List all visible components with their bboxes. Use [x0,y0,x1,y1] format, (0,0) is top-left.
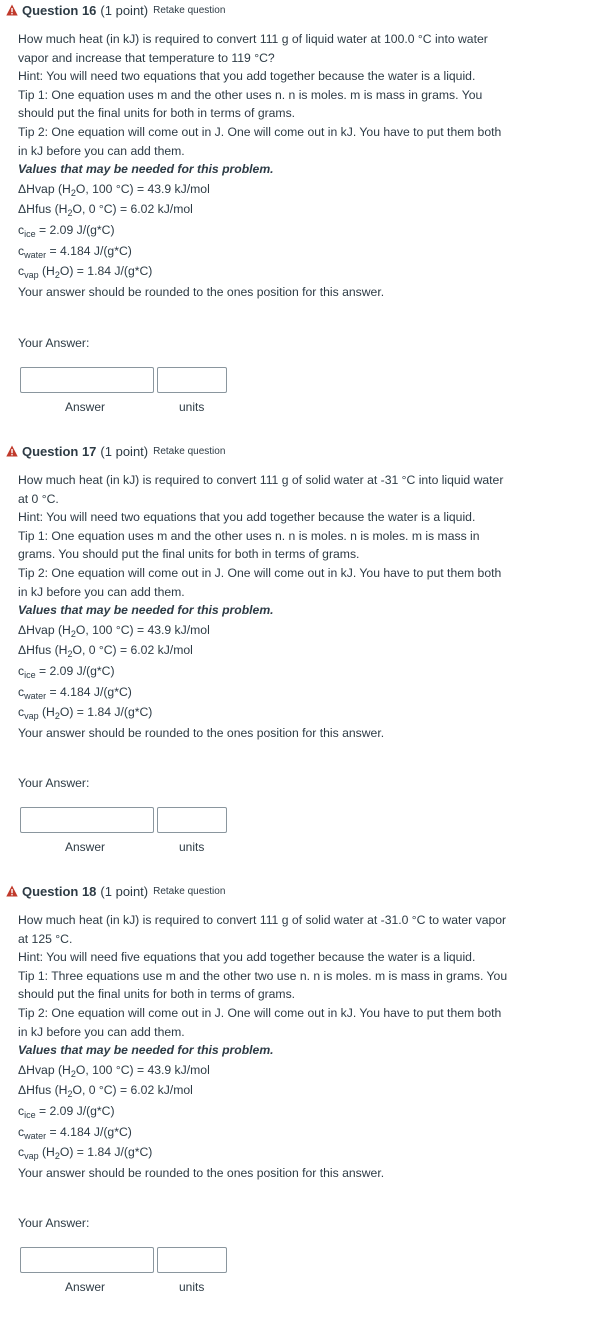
value-cwater: $c_{water} = 4.184$ J/(g*C) [18,684,132,701]
your-answer-label: Your Answer: [18,336,90,350]
answer-input[interactable] [20,807,154,833]
question-points: (1 point) [100,883,149,899]
warning-icon [6,4,18,16]
rounding-instruction: Your answer should be rounded to the ones position for this answer. [18,1165,385,1180]
question-title: Question 16 [22,2,97,18]
rounding-instruction: Your answer should be rounded to the ones position for this answer. [18,284,385,299]
question-tip-2: Tip 2: One equation will come out in J. One will come out in kJ. You have to put them both in kJ before you can add them. [18,124,502,158]
question-points: (1 point) [100,2,149,18]
question-prompt: How much heat (in kJ) is required to convert 111 g of solid water at -31 °C into liquid water at 0 °C. [18,473,504,506]
value-cwater: $c_{water} = 4.184$ J/(g*C) [18,243,132,260]
question-title: Question 17 [22,443,97,459]
rounding-instruction: Your answer should be rounded to the ones position for this answer. [18,725,385,740]
value-cice: $c_{ice} = 2.09$ J/(g*C) [18,222,115,239]
question-tip-1: Tip 1: Three equations use m and the other two use n. n is moles. m is mass in grams. You should put the final units for both in terms of grams. [18,968,508,1002]
warning-icon [6,885,18,897]
answer-caption: Answer [65,400,106,414]
question-hint: Hint: You will need two equations that you add together because the water is a liquid. [18,69,476,84]
retake-question-link[interactable]: Retake question [153,445,226,457]
values-heading: Values that may be needed for this problem. [18,162,274,177]
answer-input[interactable] [20,1247,154,1273]
question-body [18,30,508,301]
retake-question-link[interactable]: Retake question [153,4,226,16]
question-hint: Hint: You will need five equations that you add together because the water is a liquid. [18,950,476,965]
question-body [18,911,508,1182]
values-heading: Values that may be needed for this problem. [18,603,274,618]
values-heading: Values that may be needed for this problem. [18,1043,274,1058]
value-hfus: ΔHfus ($H_2O$, 0 °C) = 6.02 kJ/mol [18,1083,193,1100]
answer-input[interactable] [20,367,154,393]
retake-question-link[interactable]: Retake question [153,885,226,897]
value-cvap: $c_{vap}$ $(H_2O) = 1.84$ J/(g*C) [18,264,153,281]
question-header [6,441,225,461]
question-body [18,471,508,742]
value-cice: $c_{ice} = 2.09$ J/(g*C) [18,663,115,680]
question-prompt: How much heat (in kJ) is required to convert 111 g of liquid water at 100.0 °C into water vapor and increase that temperature to 119 °C? [18,32,488,65]
units-caption: units [179,840,205,854]
question-tip-1: Tip 1: One equation uses m and the other uses n. n is moles. m is mass in grams. You should put the final units for both in terms of grams. [18,87,483,121]
value-hfus: ΔHfus ($H_2O$, 0 °C) = 6.02 kJ/mol [18,202,193,219]
answer-caption: Answer [65,840,106,854]
value-hvap: ΔHvap ($H_2O$, 100 °C) = 43.9 kJ/mol [18,181,210,198]
question-tip-2: Tip 2: One equation will come out in J. One will come out in kJ. You have to put them both in kJ before you can add them. [18,565,502,599]
your-answer-label: Your Answer: [18,1216,90,1230]
units-input[interactable] [157,807,227,833]
question-header [6,0,225,20]
value-hvap: ΔHvap ($H_2O$, 100 °C) = 43.9 kJ/mol [18,622,210,639]
question-points: (1 point) [100,443,149,459]
question-tip-2: Tip 2: One equation will come out in J. One will come out in kJ. You have to put them both in kJ before you can add them. [18,1005,502,1039]
question-title: Question 18 [22,883,97,899]
value-hfus: ΔHfus ($H_2O$, 0 °C) = 6.02 kJ/mol [18,643,193,660]
value-cwater: $c_{water} = 4.184$ J/(g*C) [18,1124,132,1141]
value-cice: $c_{ice} = 2.09$ J/(g*C) [18,1103,115,1120]
units-caption: units [179,400,205,414]
units-input[interactable] [157,1247,227,1273]
units-caption: units [179,1280,205,1294]
question-hint: Hint: You will need two equations that you add together because the water is a liquid. [18,510,476,525]
your-answer-label: Your Answer: [18,776,90,790]
value-cvap: $c_{vap}$ $(H_2O) = 1.84$ J/(g*C) [18,1145,153,1162]
value-cvap: $c_{vap}$ $(H_2O) = 1.84$ J/(g*C) [18,705,153,722]
warning-icon [6,445,18,457]
question-header [6,881,225,901]
question-prompt: How much heat (in kJ) is required to convert 111 g of solid water at -31.0 °C to water vapor at 125 °C. [18,913,507,946]
units-input[interactable] [157,367,227,393]
question-tip-1: Tip 1: One equation uses m and the other uses n. n is moles. n is moles. m is mass in grams. You should put the final units for both in terms of grams. [18,528,480,562]
value-hvap: ΔHvap ($H_2O$, 100 °C) = 43.9 kJ/mol [18,1062,210,1079]
answer-caption: Answer [65,1280,106,1294]
